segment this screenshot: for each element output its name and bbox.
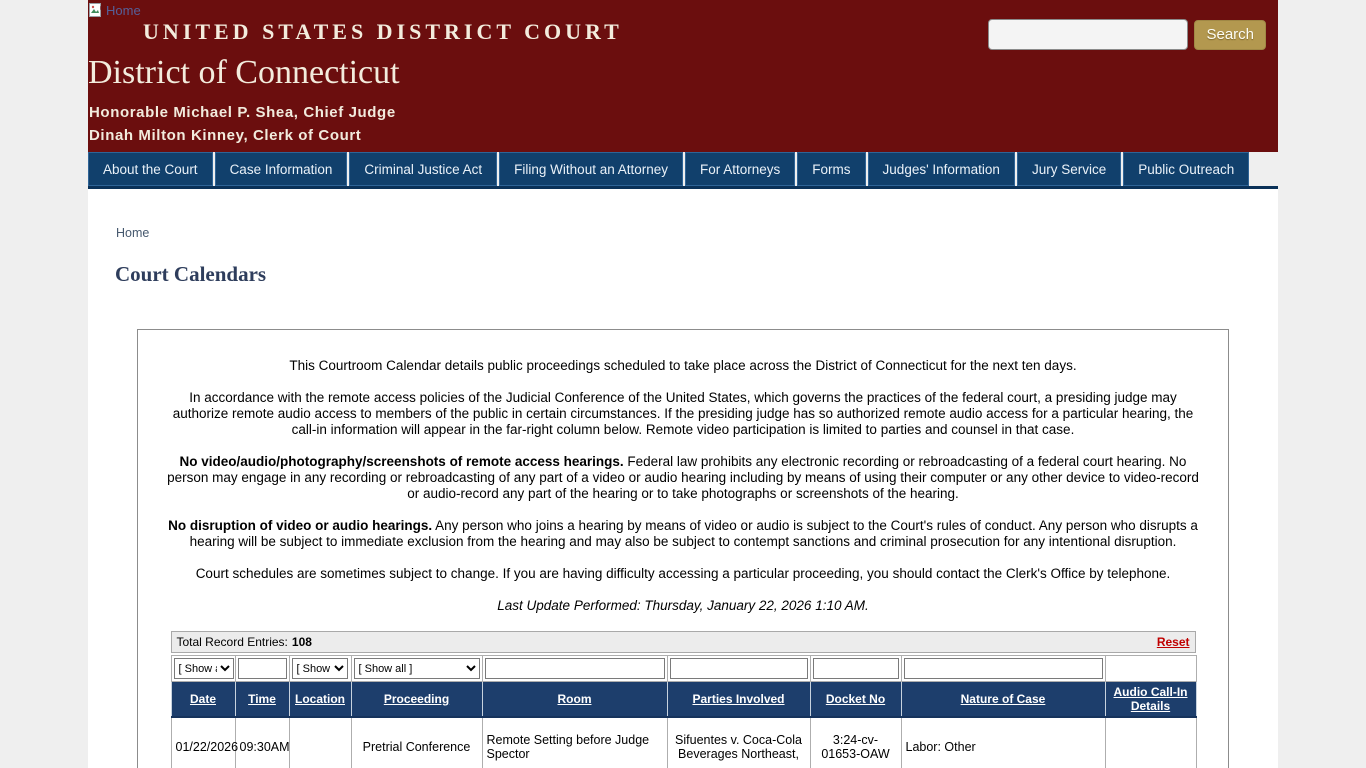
intro-paragraph-3	[164, 454, 1202, 502]
column-header-proceeding[interactable]: Proceeding	[351, 682, 482, 718]
column-header-audio[interactable]: Audio Call-In Details	[1105, 682, 1196, 718]
filter-cell-parties	[667, 656, 810, 682]
broken-image-icon	[89, 3, 104, 18]
chief-judge-line: Honorable Michael P. Shea, Chief Judge	[89, 104, 396, 121]
court-banner	[88, 0, 1278, 152]
nav-item-forms[interactable]: Forms	[797, 152, 865, 186]
table-header-row	[171, 682, 1196, 718]
nav-item-filing-without-attorney[interactable]: Filing Without an Attorney	[499, 152, 683, 186]
time-filter-input[interactable]	[238, 658, 287, 679]
intro-paragraph-2: In accordance with the remote access policies of the Judicial Conference of the United States, which governs the practices of the federal court, a presiding judge may authorize remote audio access to members of the public in certain circumstances. If the presiding judge has so authorized remote audio access for a particular hearing, the call-in information will appear in the far-right column below. Remote video participation is limited to parties and counsel in that case.	[172, 390, 1194, 437]
page-title: Court Calendars	[115, 262, 267, 286]
cell-proceeding: Pretrial Conference	[351, 717, 482, 768]
nav-item-public-outreach[interactable]: Public Outreach	[1123, 152, 1249, 186]
last-update-line: Last Update Performed: Thursday, January 22, 2026 1:10 AM.	[497, 598, 869, 613]
cell-nature: Labor: Other	[901, 717, 1105, 768]
parties-filter-input[interactable]	[670, 658, 808, 679]
total-records-bar	[171, 631, 1196, 653]
column-header-time[interactable]: Time	[235, 682, 289, 718]
filter-cell-audio	[1105, 656, 1196, 682]
filter-row	[171, 656, 1196, 682]
main-content	[88, 189, 1278, 768]
court-calendar-table	[171, 655, 1197, 768]
filter-cell-time	[235, 656, 289, 682]
total-records-label: Total Record Entries:	[176, 635, 288, 649]
intro-paragraph-4	[164, 518, 1202, 550]
breadcrumb	[116, 226, 1278, 240]
column-header-date[interactable]: Date	[171, 682, 235, 718]
page-column	[88, 0, 1278, 768]
district-name-line: District of Connecticut	[88, 54, 400, 91]
home-logo-link[interactable]	[89, 3, 141, 18]
date-filter-select[interactable]	[174, 658, 234, 679]
cell-docket: 3:24-cv-01653-OAW	[810, 717, 901, 768]
filter-cell-location	[289, 656, 351, 682]
table-row	[171, 717, 1196, 768]
no-recording-warning-bold: No video/audio/photography/screenshots of remote access hearings.	[179, 454, 624, 469]
nav-item-judges-information[interactable]: Judges' Information	[868, 152, 1015, 186]
nature-filter-input[interactable]	[904, 658, 1103, 679]
proceeding-filter-select[interactable]	[354, 658, 480, 679]
intro-paragraph-1: This Courtroom Calendar details public proceedings scheduled to take place across the District of Connecticut for the next ten days.	[289, 358, 1077, 373]
no-disruption-warning-bold: No disruption of video or audio hearings.	[168, 518, 433, 533]
cell-time: 09:30AM	[235, 717, 289, 768]
calendar-table-section	[171, 631, 1196, 768]
cell-location	[289, 717, 351, 768]
column-header-nature[interactable]: Nature of Case	[901, 682, 1105, 718]
cell-room: Remote Setting before Judge Spector	[482, 717, 667, 768]
cell-parties: Sifuentes v. Coca-Cola Beverages Northeast,	[667, 717, 810, 768]
no-disruption-warning-text: Any person who joins a hearing by means of video or audio is subject to the Court's rules of conduct. Any person who disrupts a hearing will be subject to immediate exclusion from the hearing and may also be subject to contempt sanctions and criminal prosecution for any intentional disruption.	[189, 518, 1198, 549]
clerk-line: Dinah Milton Kinney, Clerk of Court	[89, 127, 362, 144]
intro-paragraph-5: Court schedules are sometimes subject to change. If you are having difficulty accessing a particular proceeding, you should contact the Clerk's Office by telephone.	[195, 566, 1171, 581]
search-button[interactable]: Search	[1194, 20, 1266, 50]
no-recording-warning-text: Federal law prohibits any electronic recording or rebroadcasting of a federal court hearing. No person may engage in any recording or rebroadcasting of any part of a video or audio hearing including by means of using their computer or any other device to video-record or audio-record any part of the hearing or to take photographs or screenshots of the hearing.	[167, 454, 1199, 501]
court-name-line: UNITED STATES DISTRICT COURT	[143, 19, 623, 44]
filter-cell-room	[482, 656, 667, 682]
nav-item-about-the-court[interactable]: About the Court	[88, 152, 213, 186]
filter-cell-proceeding	[351, 656, 482, 682]
search-input[interactable]	[988, 19, 1188, 50]
column-header-room[interactable]: Room	[482, 682, 667, 718]
calendar-card	[137, 329, 1229, 768]
filter-cell-nature	[901, 656, 1105, 682]
home-link-label: Home	[106, 3, 141, 18]
search-area	[988, 19, 1266, 50]
column-header-parties[interactable]: Parties Involved	[667, 682, 810, 718]
cell-date: 01/22/2026	[171, 717, 235, 768]
nav-item-for-attorneys[interactable]: For Attorneys	[685, 152, 795, 186]
filter-cell-docket	[810, 656, 901, 682]
nav-item-jury-service[interactable]: Jury Service	[1017, 152, 1121, 186]
main-navigation	[88, 152, 1278, 189]
nav-item-criminal-justice-act[interactable]: Criminal Justice Act	[349, 152, 497, 186]
column-header-location[interactable]: Location	[289, 682, 351, 718]
column-header-docket[interactable]: Docket No	[810, 682, 901, 718]
reset-filters-link[interactable]: Reset	[1156, 635, 1190, 649]
breadcrumb-home-link[interactable]: Home	[116, 226, 150, 240]
nav-item-case-information[interactable]: Case Information	[215, 152, 348, 186]
docket-filter-input[interactable]	[813, 658, 899, 679]
cell-audio	[1105, 717, 1196, 768]
total-records	[177, 635, 312, 649]
location-filter-select[interactable]	[292, 658, 348, 679]
filter-cell-date	[171, 656, 235, 682]
total-records-value: 108	[291, 635, 312, 649]
room-filter-input[interactable]	[485, 658, 665, 679]
